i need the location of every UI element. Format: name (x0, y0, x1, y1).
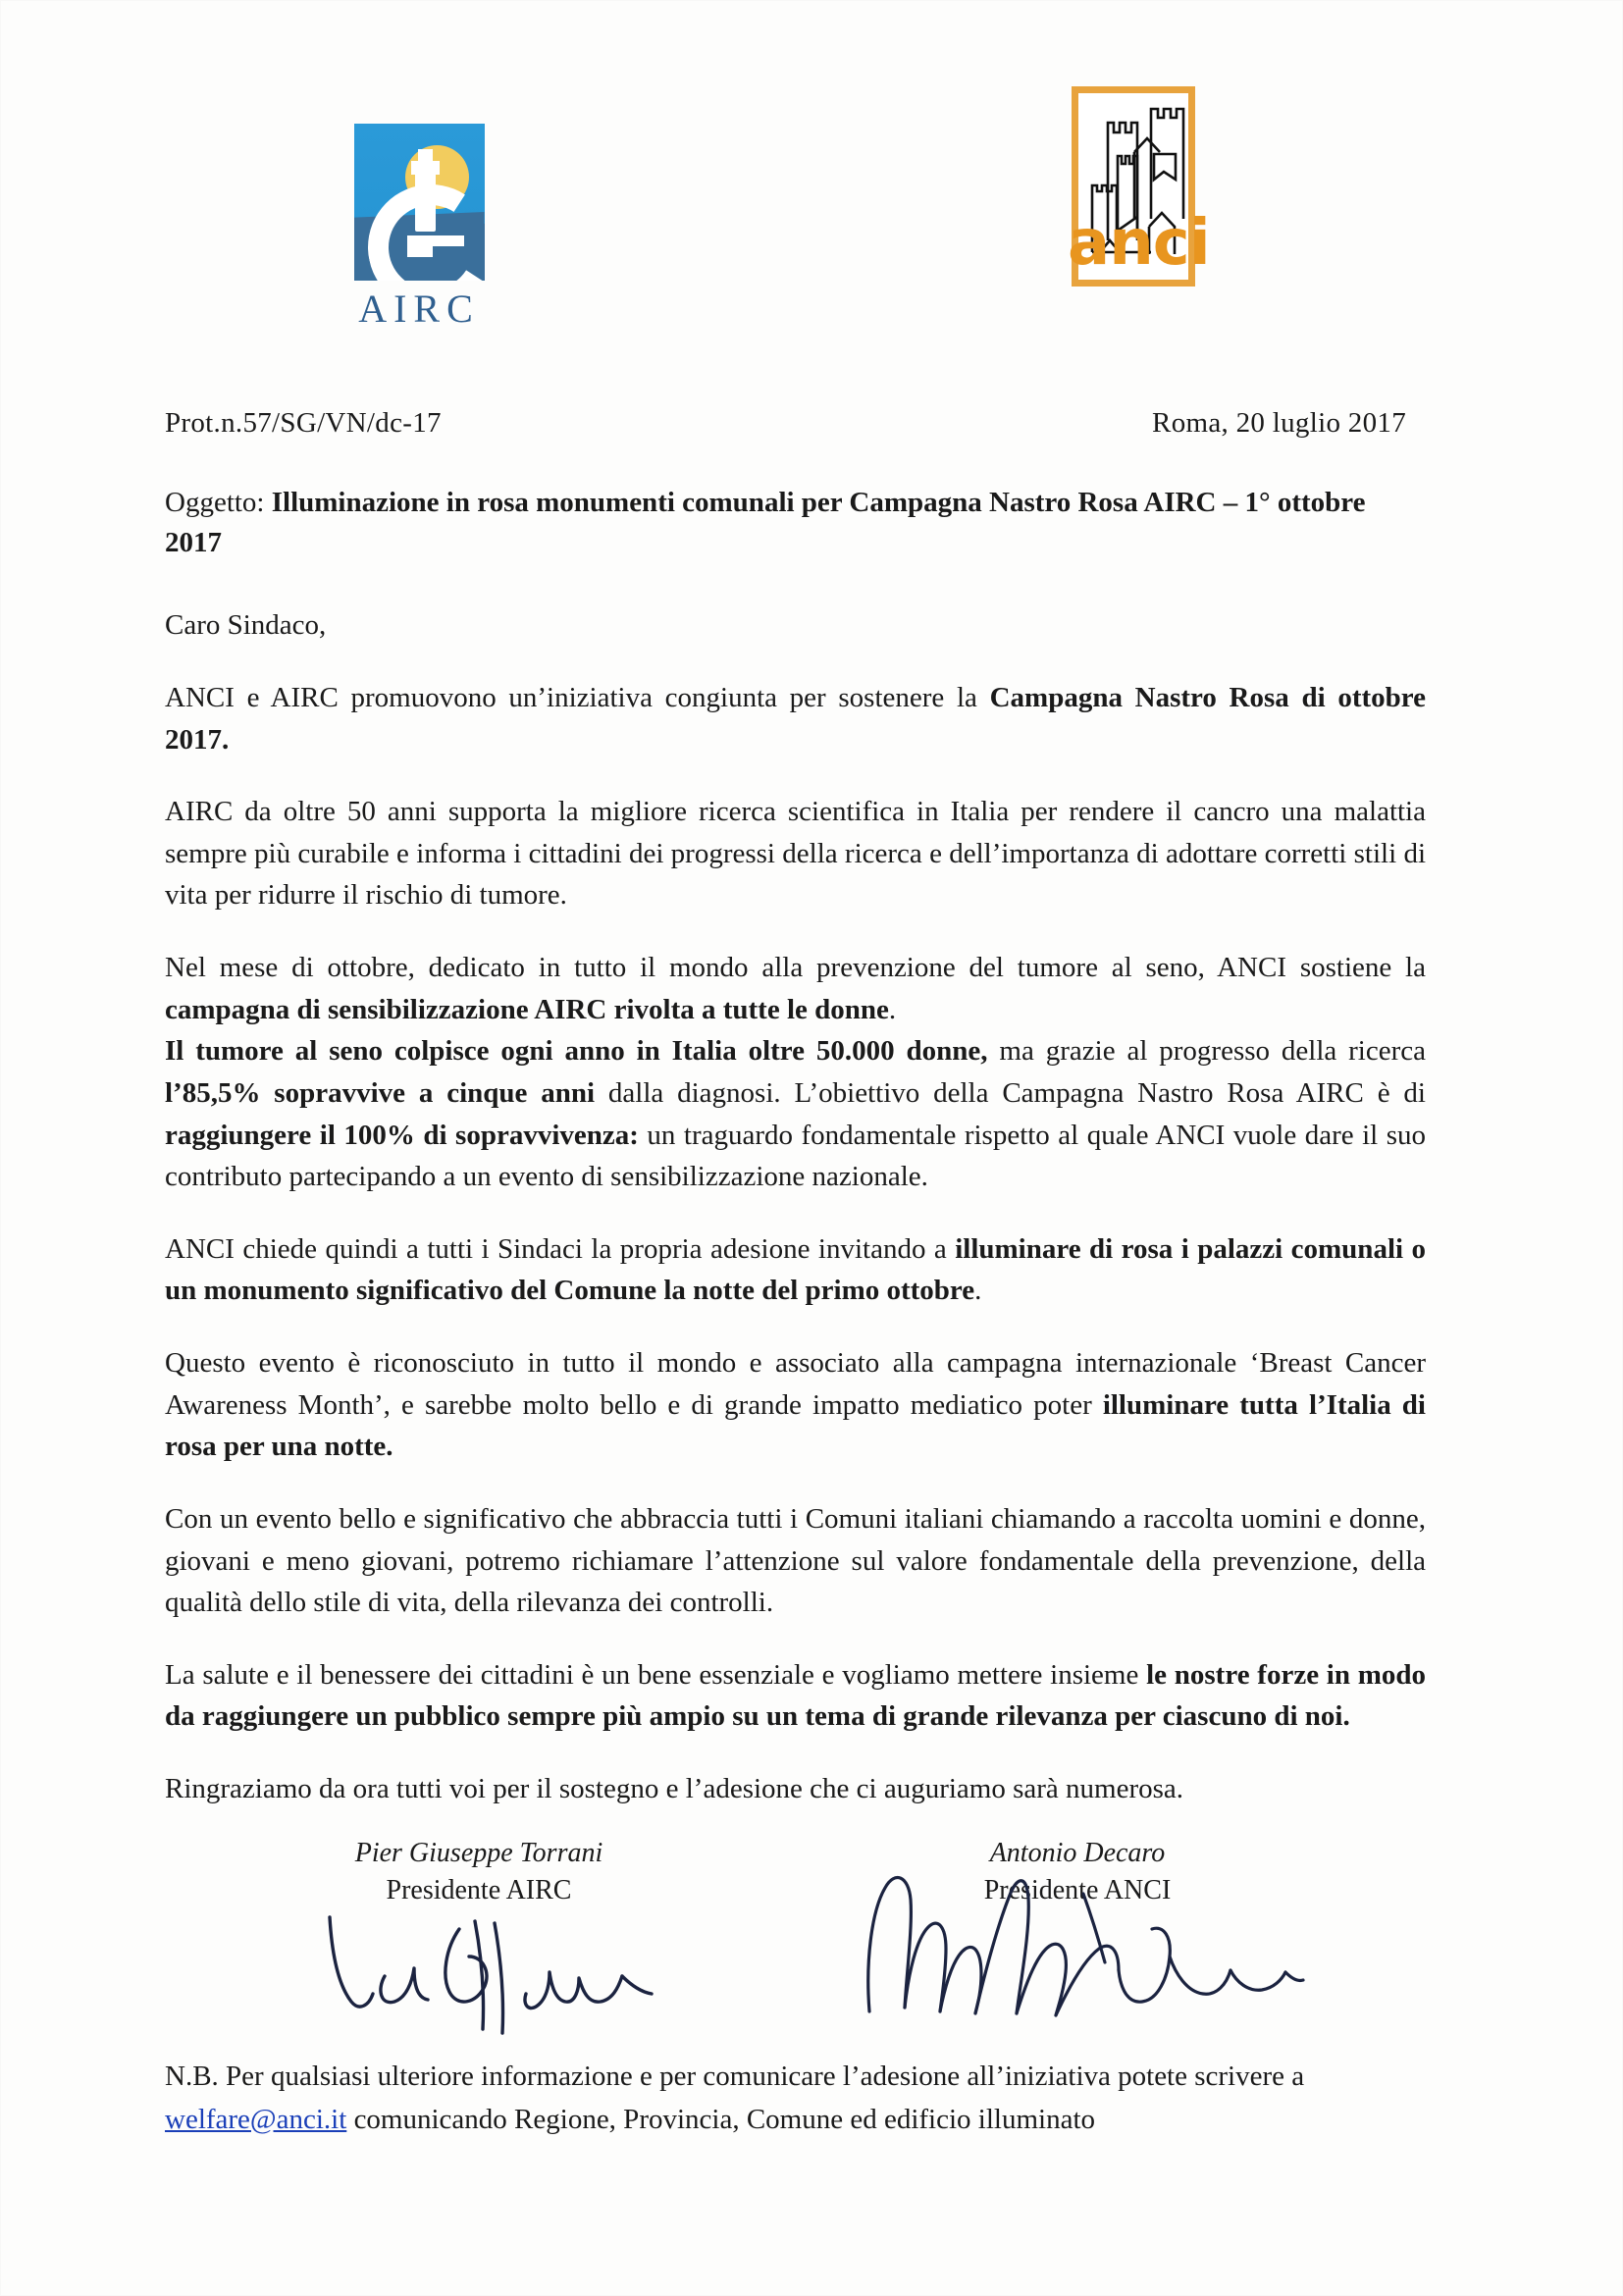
paragraph-3 (165, 947, 1426, 1198)
footnote-text-after: comunicando Regione, Provincia, Comune ed edificio illuminato (346, 2103, 1096, 2135)
paragraph-8 (165, 1654, 1426, 1738)
letterhead-logos (0, 77, 1623, 356)
p3-tail: . (888, 993, 897, 1025)
p1-bold: Campagna Nastro Rosa di ottobre 2017. (165, 681, 1426, 756)
footnote-text-before: N.B. Per qualsiasi ulteriore informazione e per comunicare l’adesione all’iniziativa potete scrivere a (165, 2061, 1305, 2092)
p5-bold: illuminare di rosa i palazzi comunali o un monumento significativo del Comune la notte del primo ottobre (165, 1232, 1426, 1307)
paragraph-5 (165, 1228, 1426, 1312)
p4-mid2: dalla diagnosi. L’obiettivo della Campagna Nastro Rosa AIRC è di (595, 1076, 1426, 1109)
salutation: Caro Sindaco, (165, 609, 327, 642)
p5-tail: . (974, 1275, 982, 1307)
subject-label: Oggetto: (165, 487, 272, 518)
p5-lead: ANCI chiede quindi a tutti i Sindaci la propria adesione invitando a (165, 1232, 956, 1265)
airc-wordmark: AIRC (358, 287, 480, 331)
letter-meta (165, 407, 1426, 440)
p4-mid: ma grazie al progresso della ricerca (987, 1035, 1426, 1068)
p4-bold-lead: Il tumore al seno colpisce ogni anno in Italia oltre 50.000 donne, (165, 1035, 988, 1068)
signature-block-anci (891, 1835, 1264, 1909)
p8-bold: le nostre forze in modo da raggiungere un pubblico sempre più ampio su un tema di grande rilevanza per ciascuno di noi. (165, 1658, 1427, 1733)
footer-note (165, 2056, 1426, 2141)
letter-body (165, 407, 1426, 1841)
signer-role: Presidente ANCI (983, 1874, 1172, 1905)
p3-bold: campagna di sensibilizzazione AIRC rivolta a tutte le donne (165, 993, 889, 1025)
paragraph-7: Con un evento bello e significativo che abbraccia tutti i Comuni italiani chiamando a raccolta uomini e donne, giovani e meno giovani, potremo richiamare l’attenzione sul valore fondamentale della prevenzione, della qualità dello stile di vita, della rilevanza dei controlli. (165, 1502, 1426, 1619)
anci-wordmark: anci (1068, 207, 1210, 280)
airc-logo (345, 124, 493, 332)
p4-bold-goal: raggiungere il 100% di sopravvivenza: (165, 1119, 639, 1151)
p3-lead: Nel mese di ottobre, dedicato in tutto il mondo alla prevenzione del tumore al seno, ANCI sostiene la (165, 952, 1426, 984)
paragraph-6 (165, 1342, 1426, 1468)
signature-block-airc (292, 1835, 665, 1909)
p6-lead: Questo evento è riconosciuto in tutto il mondo e associato alla campagna internazionale ‘Breast Cancer Awareness Month’, e sarebbe molto bello e di grande impatto mediatico poter (165, 1347, 1426, 1421)
p4-bold-stat: l’85,5% sopravvive a cinque anni (165, 1076, 596, 1109)
signature-area (165, 1835, 1426, 2090)
p6-bold: illuminare tutta l’Italia di rosa per una notte. (165, 1388, 1426, 1463)
subject-text: Illuminazione in rosa monumenti comunali per Campagna Nastro Rosa AIRC – 1° ottobre 2017 (165, 487, 1366, 559)
signer-role: Presidente AIRC (386, 1874, 572, 1905)
anci-logo (1068, 86, 1221, 307)
signer-name: Antonio Decaro (989, 1838, 1166, 1868)
signer-name: Pier Giuseppe Torrani (354, 1838, 603, 1868)
microscope-sun-icon (354, 124, 485, 281)
handwritten-signature-airc (312, 1900, 763, 2066)
paragraph-2: AIRC da oltre 50 anni supporta la migliore ricerca scientifica in Italia per rendere il cancro una malattia sempre più curabile e informa i cittadini dei progressi della ricerca e dell’importanza di adottare corretti stili di vita per ridurre il rischio di tumore. (165, 796, 1426, 912)
p8-lead: La salute e il benessere dei cittadini è un bene essenziale e vogliamo mettere insieme (165, 1658, 1147, 1691)
email-link[interactable]: welfare@anci.it (165, 2103, 347, 2135)
subject-line (165, 483, 1426, 563)
p4-tail: un traguardo fondamentale rispetto al quale ANCI vuole dare il suo contributo partecipando a un evento di sensibilizzazione nazionale. (165, 1119, 1426, 1193)
place-and-date: Roma, 20 luglio 2017 (1152, 407, 1406, 439)
protocol-number: Prot.n.57/SG/VN/dc-17 (165, 407, 442, 439)
paragraph-9: Ringraziamo da ora tutti voi per il sostegno e l’adesione che ci auguriamo sarà numerosa. (165, 1773, 1184, 1805)
p1-lead: ANCI e AIRC promuovono un’iniziativa congiunta per sostenere la (165, 681, 990, 713)
paragraph-1 (165, 677, 1426, 760)
